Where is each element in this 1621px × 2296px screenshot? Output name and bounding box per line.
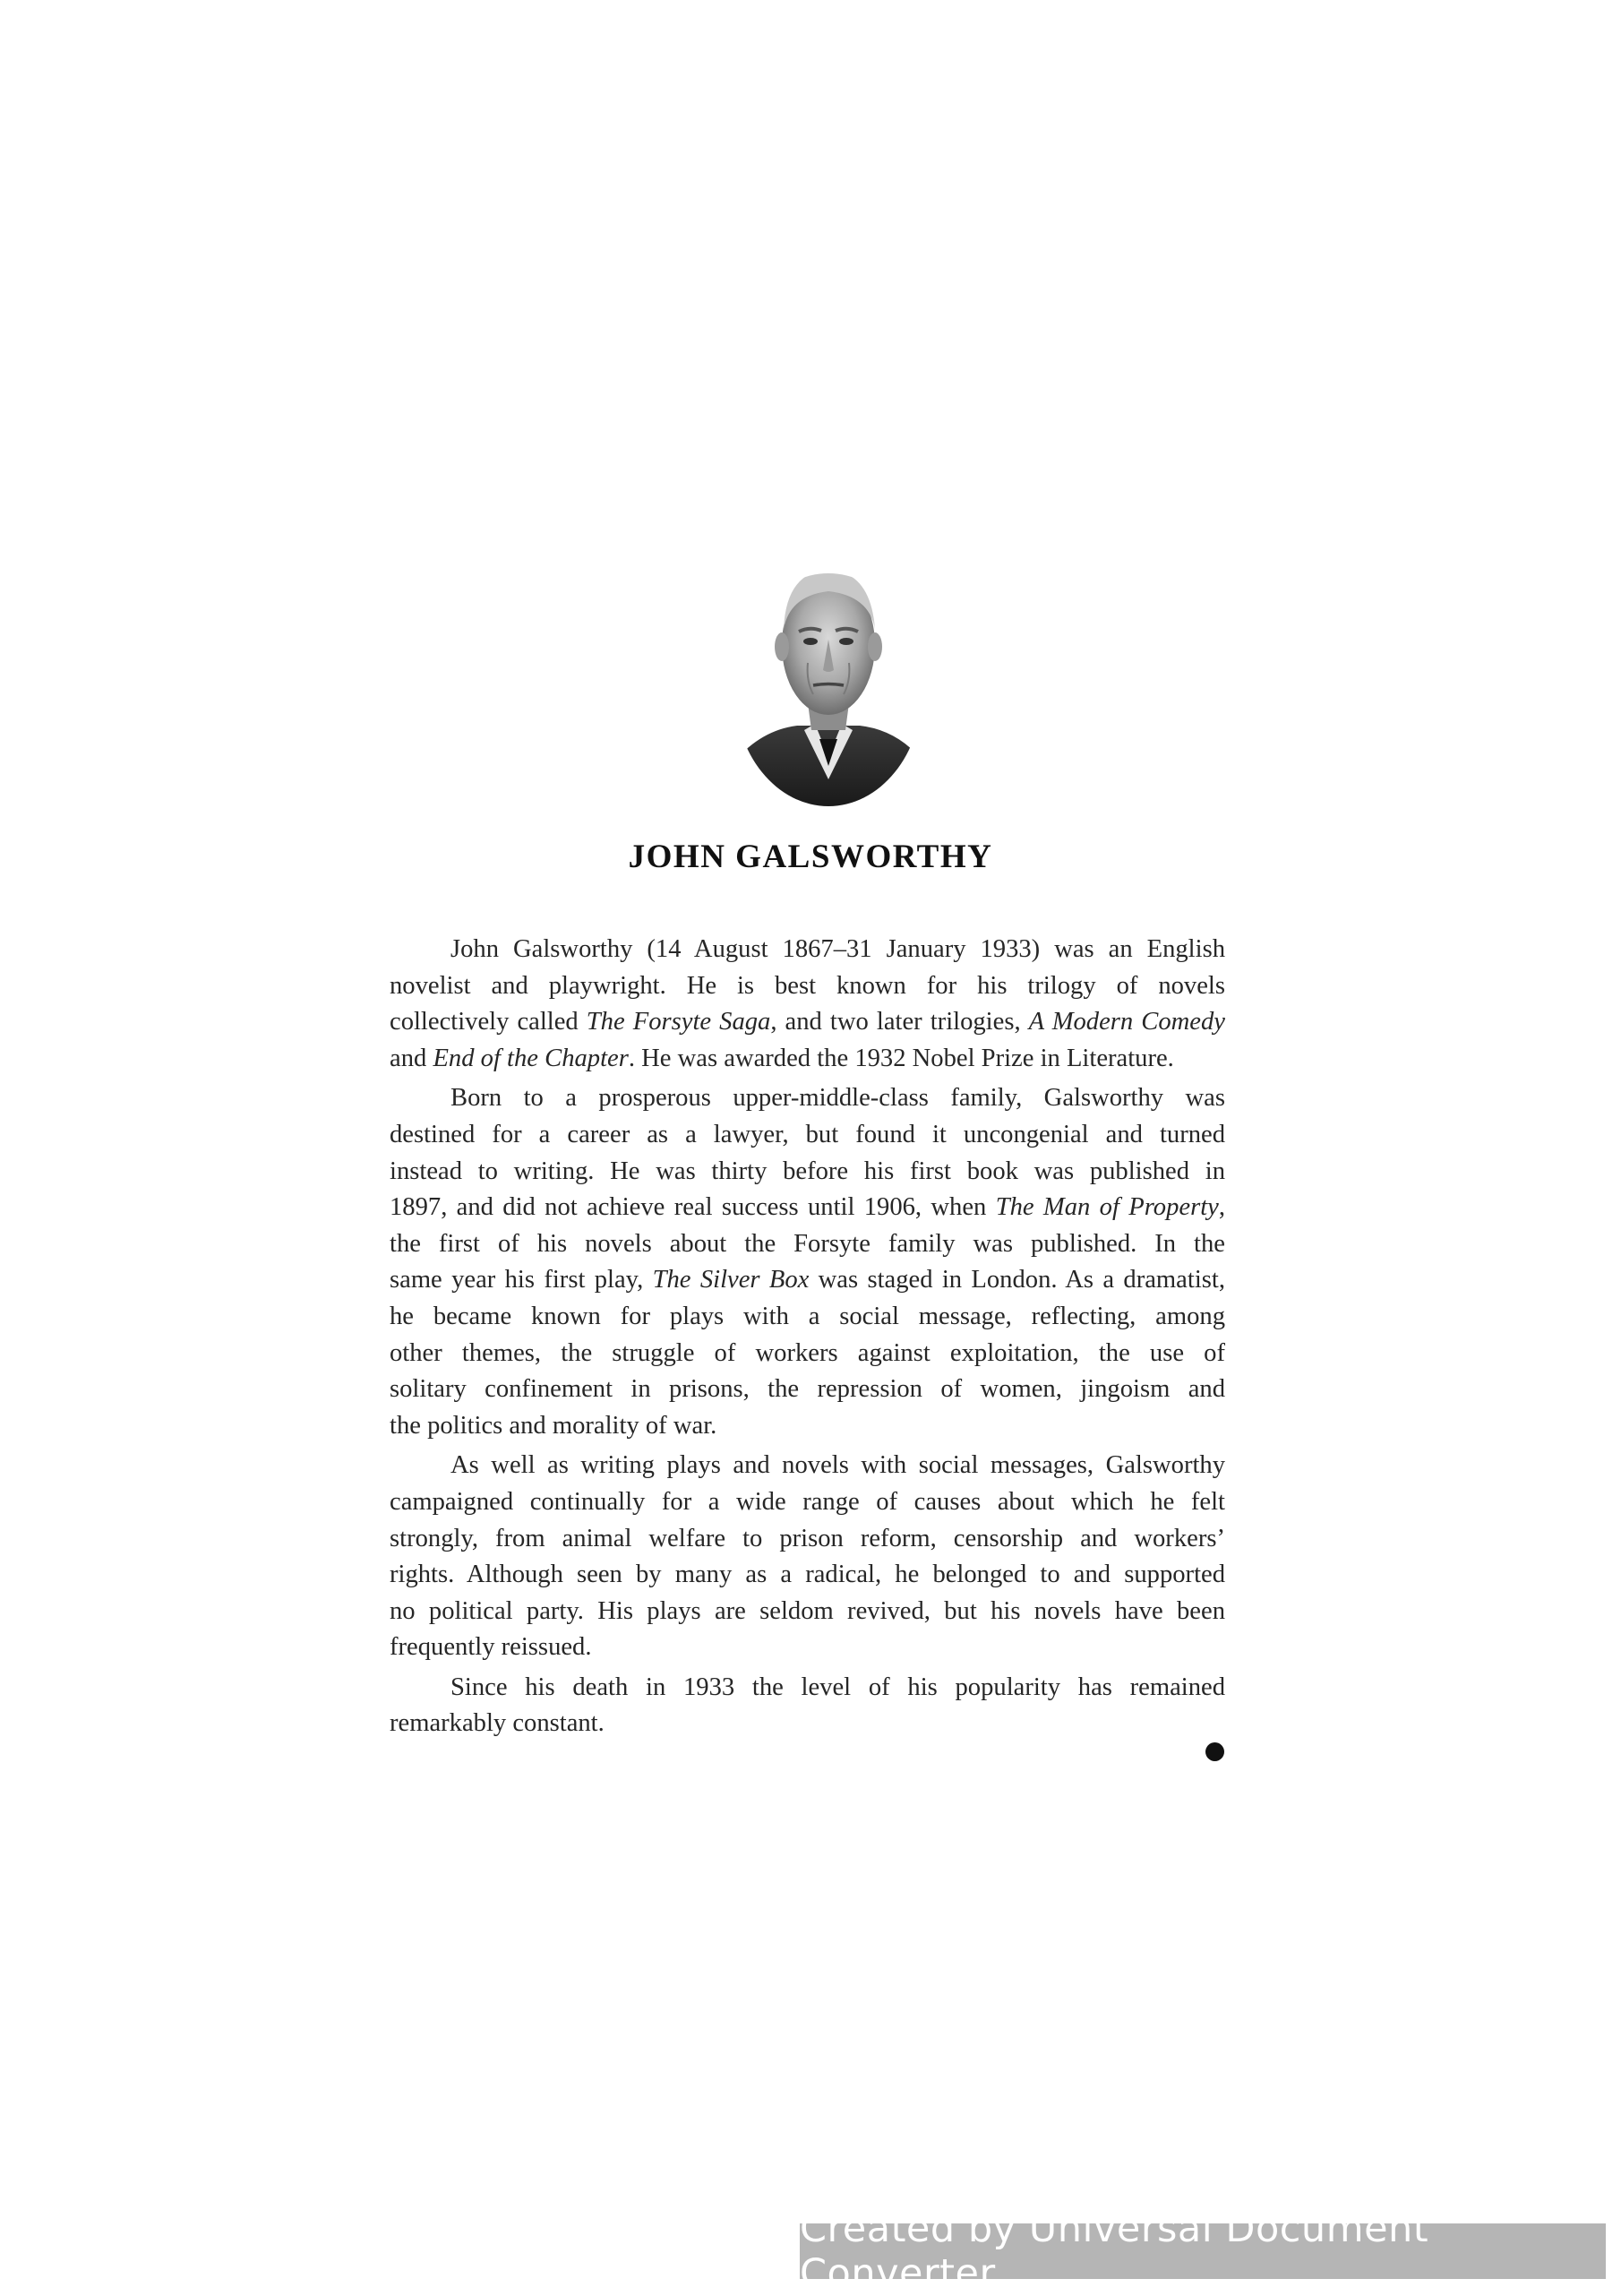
text-line: solitary confinement in prisons, the repression of women, jingoism and [390, 1375, 1225, 1404]
text-line: Born to a prosperous upper-middle-class family, Galsworthy was [450, 1084, 1225, 1113]
text-line: no political party. His plays are seldom revived, but his novels have been [390, 1596, 1225, 1625]
text-line: remarkably constant. [390, 1709, 605, 1738]
biography-text [390, 932, 1225, 1742]
paragraph [390, 1670, 1225, 1742]
end-bullet-icon [1205, 1742, 1224, 1761]
text-line: rights. Although seen by many as a radical, he belonged to and supported [390, 1561, 1225, 1589]
text-line: Since his death in 1933 the level of his popularity has remained [450, 1673, 1225, 1701]
text-line: he became known for plays with a social message, reflecting, among [390, 1302, 1225, 1330]
text-line: the first of his novels about the Forsyte family was published. In the [390, 1229, 1225, 1258]
paragraph [390, 1448, 1225, 1666]
text-line: collectively called The Forsyte Saga, and two later trilogies, A Modern Comedy [390, 1008, 1225, 1036]
text-line: and End of the Chapter. He was awarded the 1932 Nobel Prize in Literature. [390, 1044, 1174, 1072]
text-line: frequently reissued. [390, 1633, 592, 1662]
page-title: JOHN GALSWORTHY [628, 838, 993, 875]
text-line: John Galsworthy (14 August 1867–31 January 1933) was an English [450, 935, 1225, 963]
text-line: same year his first play, The Silver Box was staged in London. As a dramatist, [390, 1266, 1225, 1294]
text-line: 1897, and did not achieve real success until 1906, when The Man of Property, [390, 1193, 1225, 1222]
text-line: campaigned continually for a wide range of causes about which he felt [390, 1487, 1225, 1516]
paragraph [390, 1080, 1225, 1444]
text-line: the politics and morality of war. [390, 1411, 717, 1440]
text-line: As well as writing plays and novels with social messages, Galsworthy [450, 1451, 1225, 1480]
author-portrait [734, 546, 922, 806]
paragraph [390, 932, 1225, 1077]
text-line: novelist and playwright. He is best known for his trilogy of novels [390, 971, 1225, 1000]
text-line: other themes, the struggle of workers against exploitation, the use of [390, 1338, 1225, 1367]
text-line: destined for a career as a lawyer, but found it uncongenial and turned [390, 1120, 1225, 1148]
text-line: strongly, from animal welfare to prison reform, censorship and workers’ [390, 1524, 1225, 1552]
watermark-banner: Created by Universal Document Converter [800, 2223, 1606, 2279]
text-line: instead to writing. He was thirty before his first book was published in [390, 1157, 1225, 1185]
